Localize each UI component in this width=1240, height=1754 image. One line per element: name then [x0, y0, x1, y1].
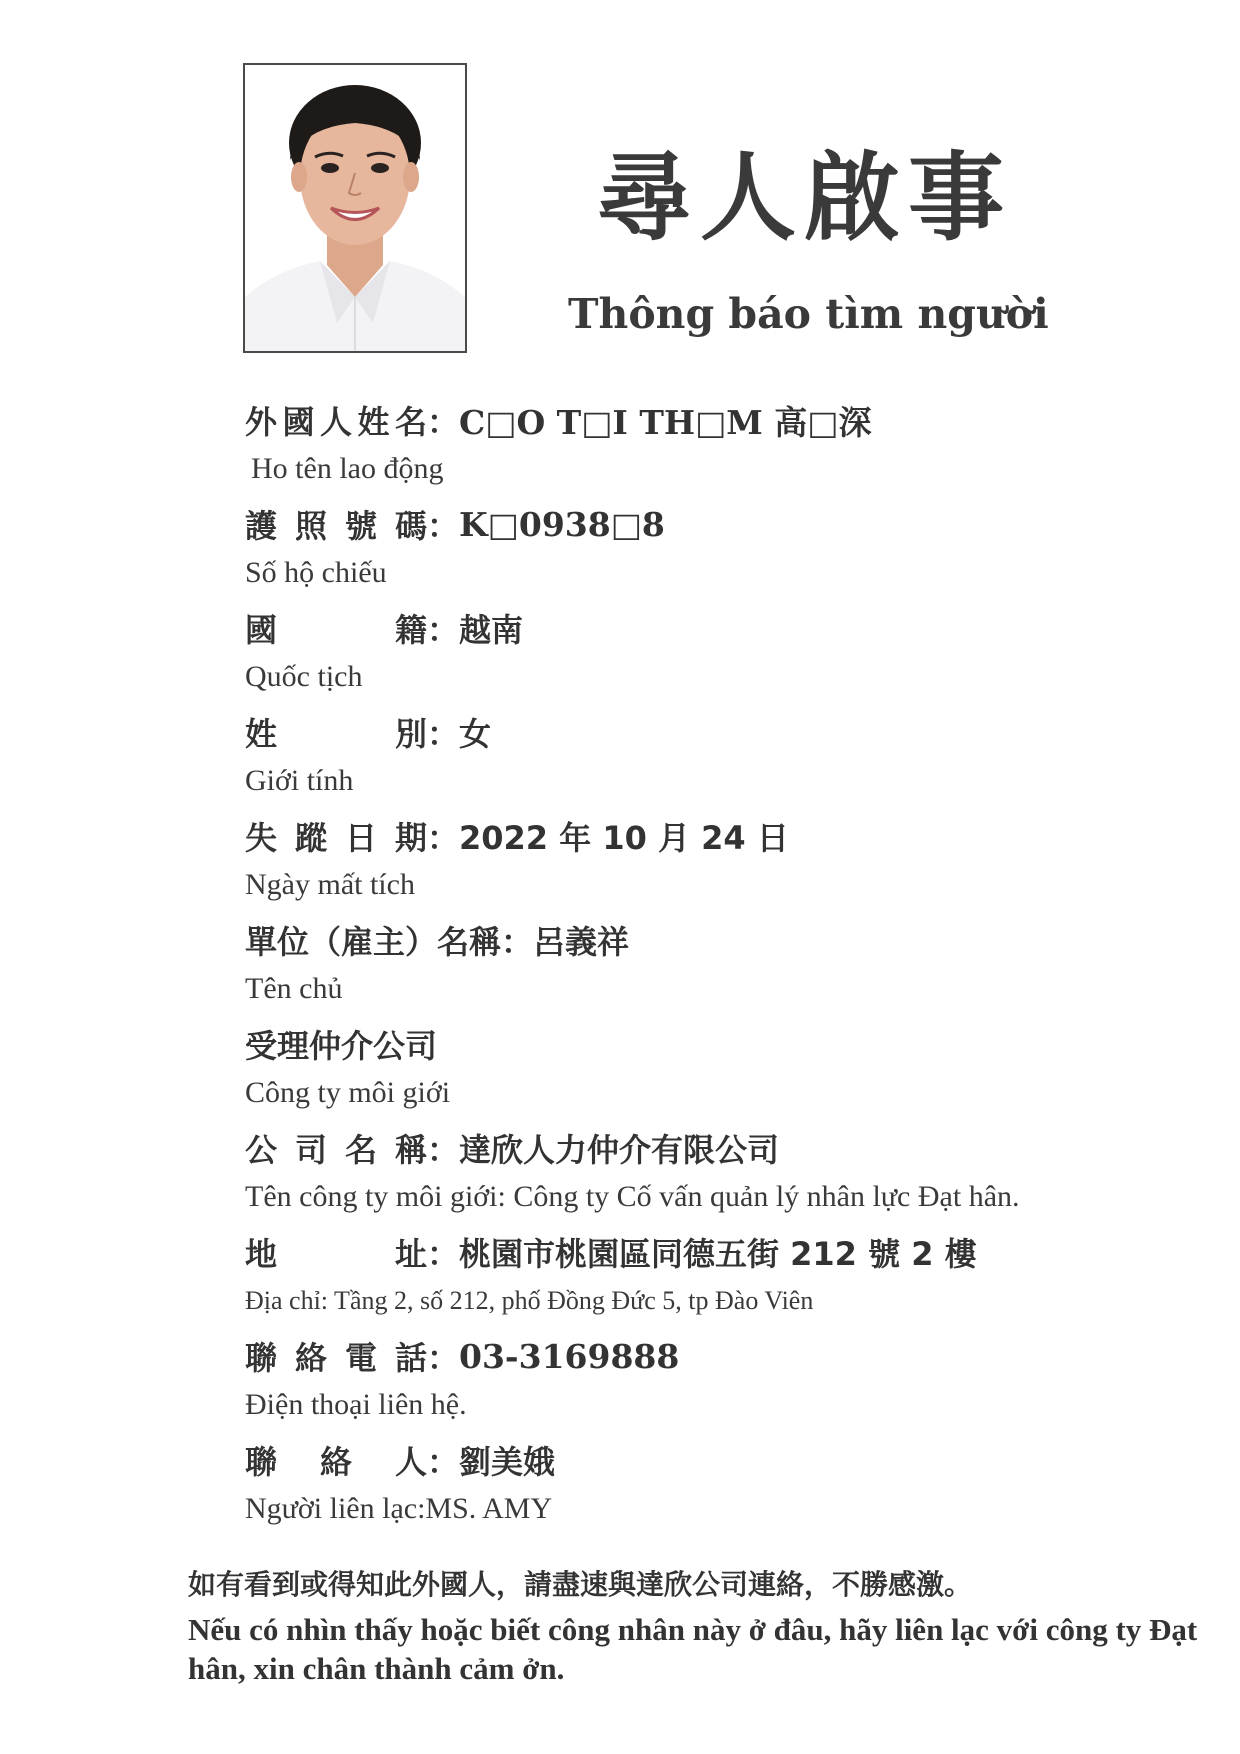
field-label-zh: 護照號碼 [245, 507, 427, 545]
field-colon: ： [427, 1339, 460, 1377]
field-nationality [245, 603, 1195, 707]
field-label-vi: Điện thoại liên hệ. [245, 1388, 467, 1421]
contact-request-vietnamese: Nếu có nhìn thấy hoặc biết công nhân này ở đâu, hãy liên lạc với công ty Đạt hân, xin chân thành cảm ởn. [188, 1612, 1198, 1686]
field-name [245, 395, 1195, 499]
field-label-zh: 單位（雇主）名稱 [245, 923, 502, 961]
field-label-zh: 受理仲介公司 [245, 1027, 438, 1065]
field-label-vi: Giới tính [245, 764, 354, 797]
field-value: 女 [459, 715, 492, 753]
field-label-zh: 聯 絡 人 [245, 1443, 427, 1481]
field-value: 2022 年 10 月 24 日 [459, 819, 789, 857]
field-value: 呂義祥 [533, 923, 630, 961]
field-gender [245, 707, 1195, 811]
field-label-vi: Ngày mất tích [245, 868, 415, 901]
field-label-vi: Tên chủ [245, 972, 343, 1005]
field-value: 03-3169888 [459, 1336, 680, 1376]
field-label-vi: Địa chỉ: Tầng 2, số 212, phố Đồng Đức 5, tp Đào Viên [245, 1286, 814, 1315]
person-portrait-icon [245, 65, 465, 351]
notice-title-chinese: 尋人啟事 [596, 142, 1012, 254]
field-colon: ： [427, 1443, 460, 1481]
field-colon: ： [427, 715, 460, 753]
portrait-photo [243, 63, 467, 353]
missing-person-details [245, 395, 1195, 1539]
field-label-zh: 外國人姓名 [245, 403, 427, 441]
field-value: 達欣人力仲介有限公司 [459, 1131, 780, 1169]
field-address [245, 1227, 1195, 1331]
field-colon: ： [427, 507, 460, 545]
field-colon: ： [427, 611, 460, 649]
field-value: K□0938□8 [459, 504, 665, 544]
field-contact-person [245, 1435, 1195, 1539]
field-label-zh: 失蹤日期 [245, 819, 427, 857]
field-missing-date [245, 811, 1195, 915]
field-label-zh: 國 籍 [245, 611, 427, 649]
field-colon: ： [427, 819, 460, 857]
field-label-zh: 聯絡電話 [245, 1339, 427, 1377]
field-label-vi: Ho tên lao động [251, 452, 444, 485]
contact-request-chinese: 如有看到或得知此外國人，請盡速與達欣公司連絡，不勝感激。 [188, 1568, 973, 1601]
field-colon: ： [427, 403, 460, 441]
field-value: C□O T□I TH□M 高□深 [459, 402, 872, 442]
field-label-zh: 地 址 [245, 1235, 427, 1273]
field-company-name [245, 1123, 1195, 1227]
field-agency-heading [245, 1019, 1195, 1123]
field-employer [245, 915, 1195, 1019]
field-label-zh: 姓 別 [245, 715, 427, 753]
field-value: 劉美娥 [459, 1443, 556, 1481]
field-label-vi: Tên công ty môi giới: Công ty Cố vấn quản lý nhân lực Đạt hân. [245, 1180, 1020, 1213]
field-label-zh: 公司名稱 [245, 1131, 427, 1169]
field-label-vi: Người liên lạc:MS. AMY [245, 1492, 553, 1525]
field-value: 桃園市桃園區同德五街 212 號 2 樓 [459, 1235, 977, 1273]
field-label-vi: Số hộ chiếu [245, 556, 387, 589]
field-colon: ： [427, 1131, 460, 1169]
field-label-vi: Công ty môi giới [245, 1076, 451, 1109]
field-passport-number [245, 499, 1195, 603]
field-value: 越南 [459, 611, 524, 649]
field-colon: ： [427, 1235, 460, 1273]
notice-title-vietnamese: Thông báo tìm người [568, 290, 1049, 338]
field-phone [245, 1331, 1195, 1435]
field-colon: ： [501, 923, 534, 961]
field-label-vi: Quốc tịch [245, 660, 363, 693]
